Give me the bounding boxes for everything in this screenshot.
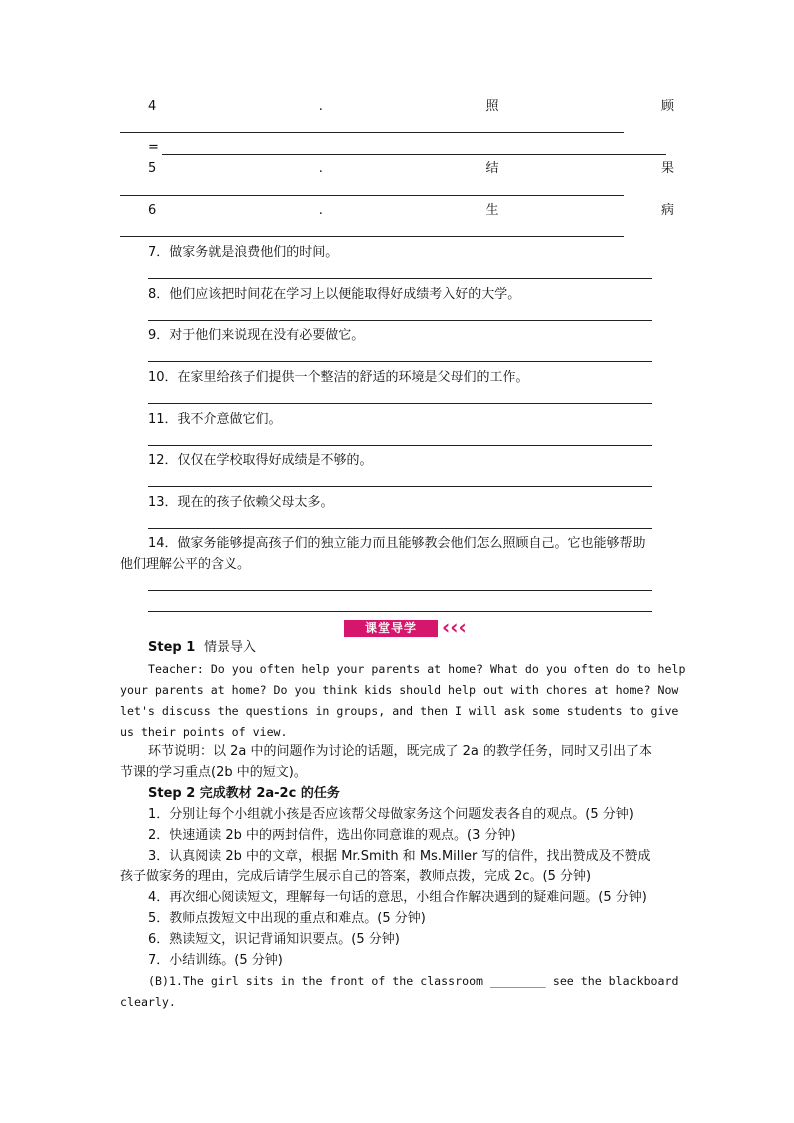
item-4-number: 4 [148, 99, 157, 114]
item-6-word-2: 病 [660, 203, 674, 218]
teacher-line-3: let's discuss the questions in groups, and then I will ask some students to give [120, 704, 679, 718]
sentence-13: 13．现在的孩子依赖父母太多。 [148, 495, 334, 510]
item-5-answer-line[interactable] [120, 195, 624, 196]
item-4-word-2: 顾 [660, 99, 674, 114]
item-6-dot: . [318, 203, 323, 218]
task-4: 4．再次细心阅读短文，理解每一句话的意思，小组合作解决遇到的疑难问题。(5 分钟) [148, 890, 647, 905]
item-5-number: 5 [148, 161, 157, 176]
task-3-line-1: 3．认真阅读 2b 中的文章，根据 Mr.Smith 和 Ms.Miller 写的信件，找出赞成及不赞成 [148, 849, 651, 864]
item-4-equals-line[interactable] [162, 154, 666, 155]
sentence-13-answer-line[interactable] [148, 528, 652, 529]
item-4-answer-line[interactable] [120, 132, 624, 133]
sentence-8-answer-line[interactable] [148, 320, 652, 321]
sentence-12: 12．仅仅在学校取得好成绩是不够的。 [148, 453, 373, 468]
exercise-1-line-2: clearly. [120, 995, 176, 1009]
sentence-11-answer-line[interactable] [148, 445, 652, 446]
section-banner-tail [426, 620, 436, 636]
item-6-number: 6 [148, 203, 157, 218]
item-6-answer-line[interactable] [120, 236, 624, 237]
note-line-1: 环节说明：以 2a 中的问题作为讨论的话题，既完成了 2a 的教学任务，同时又引出了本 [148, 744, 653, 759]
item-4-row [148, 98, 674, 116]
banner-arrows-icon: ‹‹‹ [442, 615, 467, 639]
sentence-7-answer-line[interactable] [148, 278, 652, 279]
exercise-1-line-1: (B)1.The girl sits in the front of the classroom ________ see the blackboard [148, 974, 679, 988]
sentence-14-answer-line-1[interactable] [148, 590, 652, 591]
sentence-14-line-1: 14．做家务能够提高孩子们的独立能力而且能够教会他们怎么照顾自己。它也能够帮助 [148, 536, 646, 551]
section-banner: 课堂导学 [344, 620, 438, 637]
sentence-10: 10．在家里给孩子们提供一个整洁的舒适的环境是父母们的工作。 [148, 370, 529, 385]
task-2: 2．快速通读 2b 中的两封信件，选出你同意谁的观点。(3 分钟) [148, 828, 516, 843]
item-4-word-1: 照 [485, 99, 499, 114]
teacher-line-1: Teacher: Do you often help your parents at home? What do you often do to help [148, 662, 686, 676]
task-1: 1．分别让每个小组就小孩是否应该帮父母做家务这个问题发表各自的观点。(5 分钟) [148, 807, 634, 822]
sentence-7: 7．做家务就是浪费他们的时间。 [148, 245, 339, 260]
item-4-equals: = [148, 140, 159, 155]
step-2-title: Step 2 完成教材 2a-2c 的任务 [148, 786, 340, 801]
sentence-9: 9．对于他们来说现在没有必要做它。 [148, 328, 365, 343]
sentence-8: 8．他们应该把时间花在学习上以便能取得好成绩考入好的大学。 [148, 287, 521, 302]
sentence-10-answer-line[interactable] [148, 403, 652, 404]
sentence-14-answer-line-2[interactable] [148, 611, 652, 612]
item-5-word-2: 果 [660, 161, 674, 176]
teacher-line-2: your parents at home? Do you think kids should help out with chores at home? Now [120, 683, 679, 697]
item-4-dot: . [318, 99, 323, 114]
task-7: 7．小结训练。(5 分钟) [148, 953, 283, 968]
item-5-dot: . [318, 161, 323, 176]
teacher-line-4: us their points of view. [120, 725, 288, 739]
item-5-word-1: 结 [485, 161, 499, 176]
item-5-row [148, 160, 674, 178]
note-line-2: 节课的学习重点(2b 中的短文)。 [120, 765, 307, 780]
task-5: 5．教师点拨短文中出现的重点和难点。(5 分钟) [148, 911, 426, 926]
sentence-14-line-2: 他们理解公平的含义。 [120, 557, 251, 572]
task-6: 6．熟读短文，识记背诵知识要点。(5 分钟) [148, 932, 400, 947]
item-6-word-1: 生 [485, 203, 499, 218]
sentence-11: 11．我不介意做它们。 [148, 412, 282, 427]
item-6-row [148, 202, 674, 220]
sentence-9-answer-line[interactable] [148, 361, 652, 362]
step-1-title: Step 1 [148, 640, 196, 655]
sentence-12-answer-line[interactable] [148, 486, 652, 487]
step-1-subtitle: 情景导入 [204, 640, 257, 655]
task-3-line-2: 孩子做家务的理由，完成后请学生展示自己的答案，教师点拨，完成 2c。(5 分钟) [120, 869, 592, 884]
